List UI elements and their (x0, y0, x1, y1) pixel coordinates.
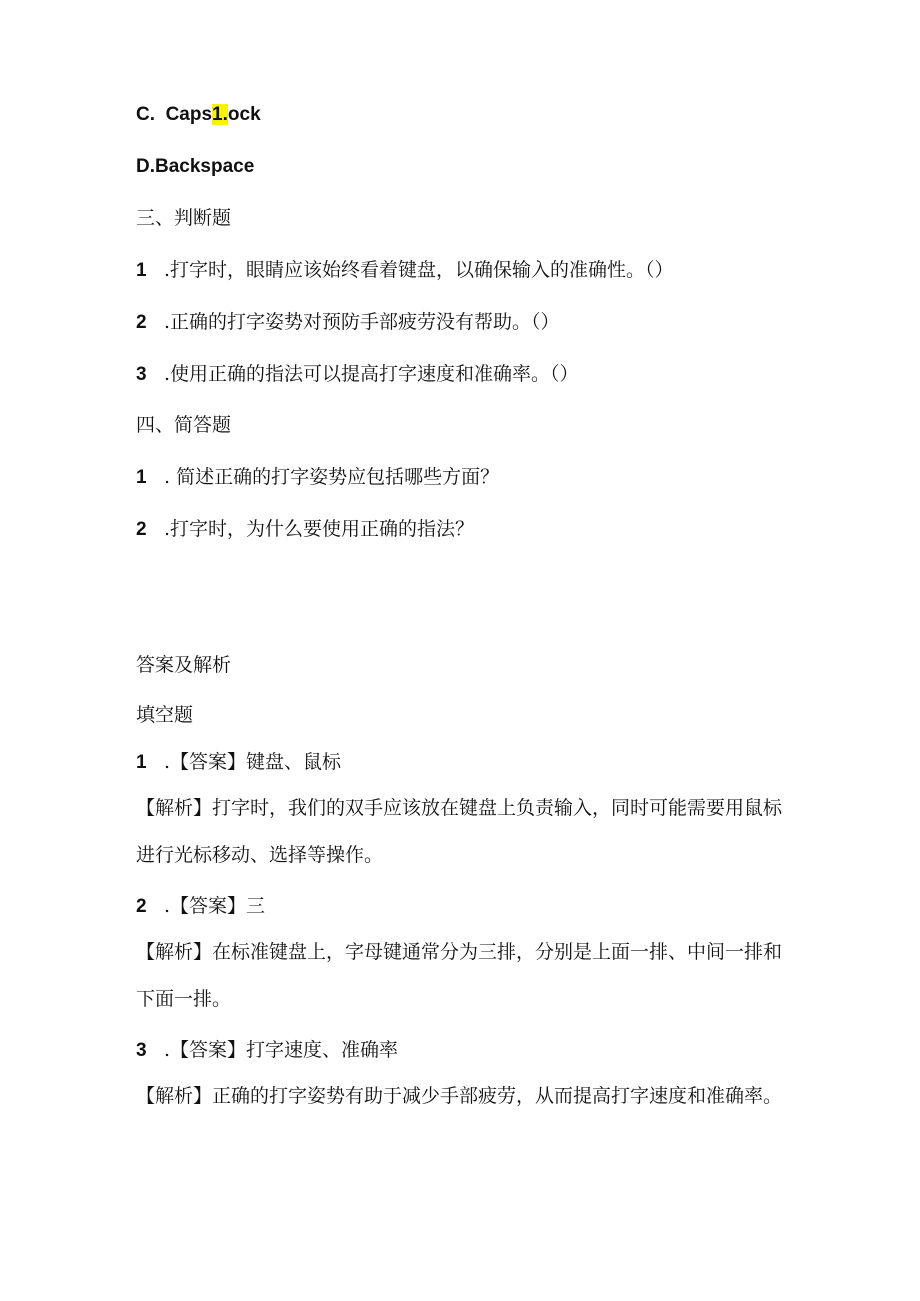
short-question-1 (136, 463, 790, 492)
question-number: 2 (136, 519, 147, 540)
question-text: .正确的打字姿势对预防手部疲劳没有帮助。（） (164, 311, 560, 333)
judge-question-2 (136, 308, 790, 337)
analysis-1: 【解析】打字时，我们的双手应该放在键盘上负责输入，同时可能需要用鼠标进行光标移动、选择等操作。 (136, 797, 783, 866)
option-c-text-end: ock (227, 104, 261, 125)
answers-heading: 答案及解析 (136, 654, 232, 676)
option-c-highlight: 1. (212, 104, 228, 125)
answer-text: .【答案】键盘、鼠标 (164, 751, 342, 773)
judge-question-3 (136, 360, 790, 389)
section4-heading: 四、简答题 (136, 414, 232, 436)
question-text: .使用正确的指法可以提高打字速度和准确率。（） (164, 363, 579, 385)
question-number: 3 (136, 364, 147, 385)
question-number: 2 (136, 312, 147, 333)
question-text: . 简述正确的打字姿势应包括哪些方面？ (164, 466, 500, 488)
question-text: .打字时，眼睛应该始终看着键盘，以确保输入的准确性。（） (164, 259, 674, 281)
option-c-text-start: Caps (165, 104, 213, 125)
answer-1 (136, 748, 790, 777)
answer-number: 1 (136, 752, 147, 773)
question-number: 1 (136, 467, 147, 488)
answer-3 (136, 1036, 790, 1065)
answer-text: .【答案】打字速度、准确率 (164, 1039, 399, 1061)
analysis-3: 【解析】正确的打字姿势有助于减少手部疲劳，从而提高打字速度和准确率。 (136, 1085, 783, 1107)
answers-subheading: 填空题 (136, 704, 194, 726)
answer-2 (136, 892, 790, 921)
option-d: D.Backspace (136, 156, 255, 177)
answer-number: 2 (136, 896, 147, 917)
answer-text: .【答案】三 (164, 895, 266, 917)
judge-question-1 (136, 256, 790, 285)
question-number: 1 (136, 260, 147, 281)
option-c-prefix: C. (136, 104, 155, 125)
short-question-2 (136, 515, 790, 544)
section3-heading: 三、判断题 (136, 207, 232, 229)
answer-number: 3 (136, 1040, 147, 1061)
option-c (136, 101, 790, 129)
question-text: .打字时，为什么要使用正确的指法？ (164, 518, 475, 540)
analysis-2: 【解析】在标准键盘上，字母键通常分为三排，分别是上面一排、中间一排和下面一排。 (136, 941, 783, 1010)
